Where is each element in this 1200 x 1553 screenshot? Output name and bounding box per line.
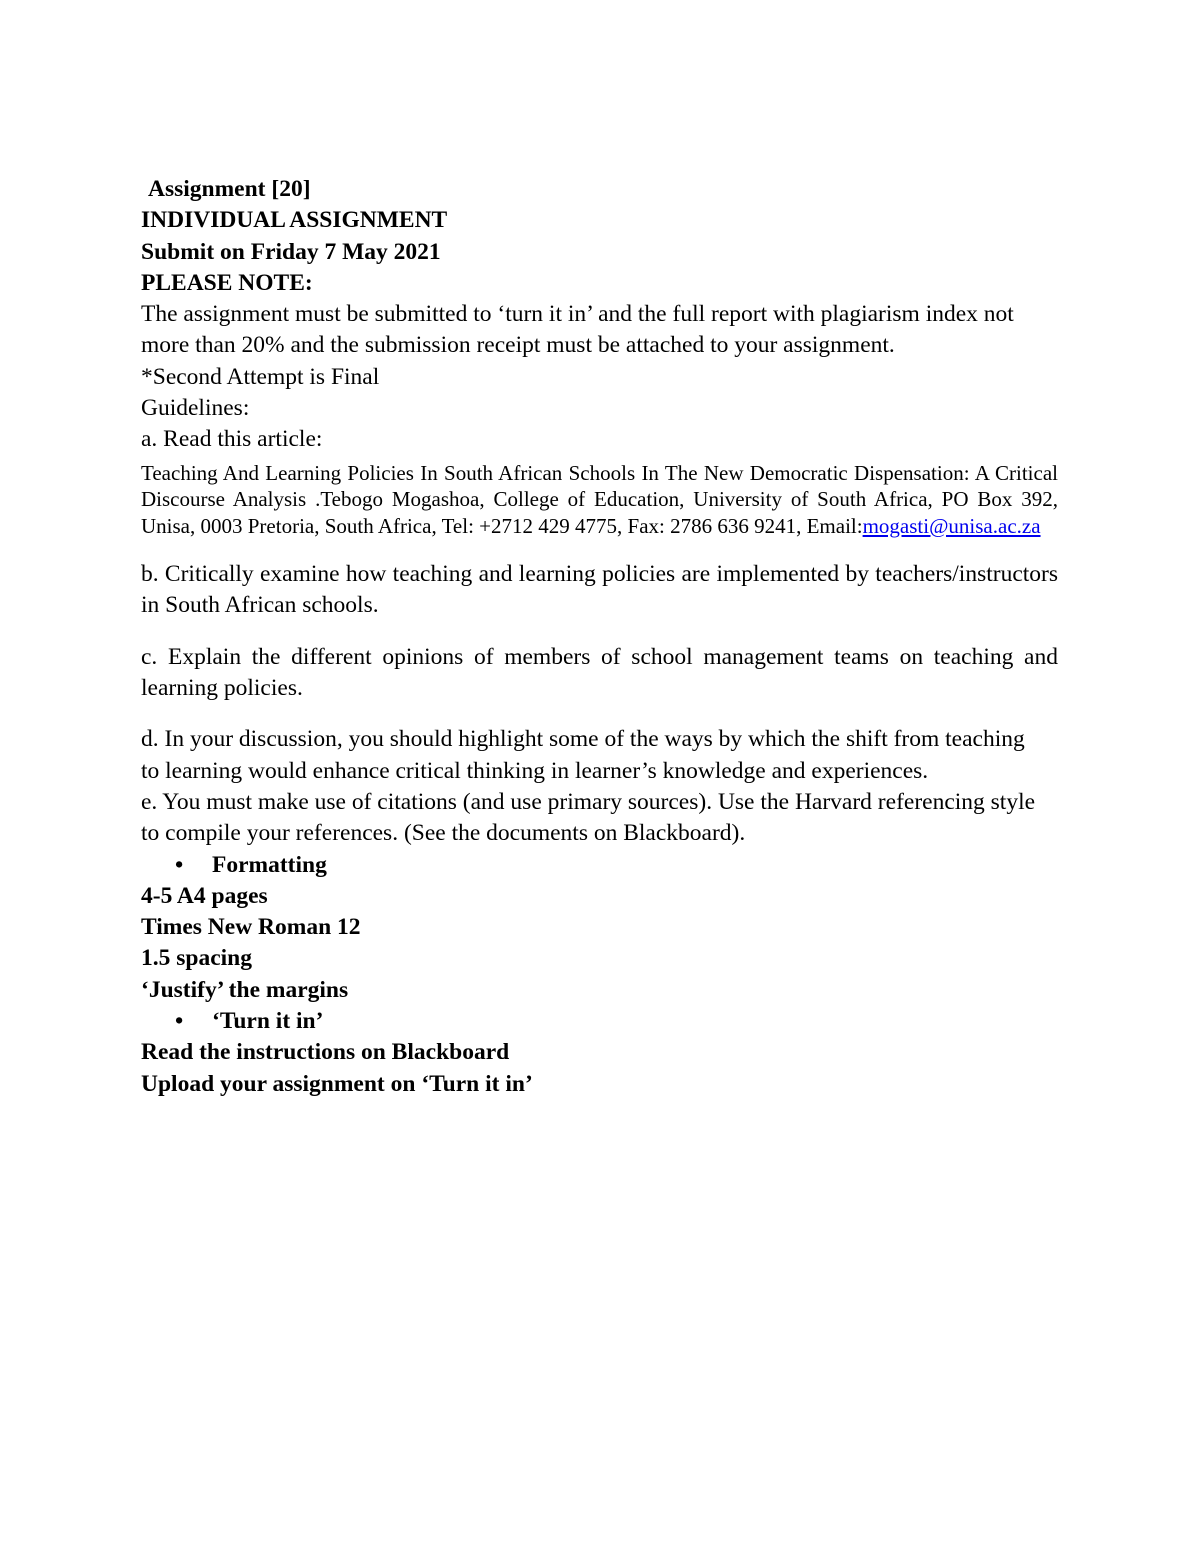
bullet-icon: • <box>175 1008 184 1035</box>
formatting-item: 4-5 A4 pages <box>141 882 268 909</box>
article-email-link[interactable]: mogasti@unisa.ac.za <box>862 513 1041 538</box>
formatting-bullet <box>141 850 1058 881</box>
turnitin-bullet <box>141 1006 1058 1037</box>
assignment-type: INDIVIDUAL ASSIGNMENT <box>141 207 448 234</box>
formatting-item: Times New Roman 12 <box>141 914 361 941</box>
document-page <box>141 174 1058 1100</box>
note-text: The assignment must be submitted to ‘turn it in’ and the full report with plagiarism index not more than 20% and the submission receipt must be attached to your assignment. <box>141 301 1014 359</box>
guideline-b: b. Critically examine how teaching and learning policies are implemented by teachers/instructors in South African schools. <box>141 561 1058 619</box>
bullet-icon: • <box>175 851 184 878</box>
formatting-item: ‘Justify’ the margins <box>141 976 349 1003</box>
submission-date: Submit on Friday 7 May 2021 <box>141 238 441 265</box>
guideline-a: a. Read this article: <box>141 426 323 453</box>
article-reference <box>141 460 1058 540</box>
turnitin-item: Upload your assignment on ‘Turn it in’ <box>141 1070 533 1097</box>
note-heading: PLEASE NOTE: <box>141 269 313 296</box>
guideline-e: e. You must make use of citations (and use primary sources). Use the Harvard referencing style to compile your references. (See the documents on Blackboard). <box>141 788 1036 847</box>
turnitin-heading: ‘Turn it in’ <box>212 1008 324 1035</box>
article-citation: Teaching And Learning Policies In South African Schools In The New Democratic Dispensation: A Critical Discourse Analysis .Tebogo Mogashoa, College of Education, University of South Africa, PO Box 392, Unisa, 0003 Pretoria, South Africa, Tel: +2712 429 4775, Fax: 2786 636 9241, Email: <box>141 460 1058 538</box>
turnitin-item: Read the instructions on Blackboard <box>141 1039 510 1066</box>
guidelines-heading: Guidelines: <box>141 395 250 422</box>
formatting-item: 1.5 spacing <box>141 945 252 972</box>
guideline-d: d. In your discussion, you should highlight some of the ways by which the shift from teaching to learning would enhance critical thinking in learner’s knowledge and experiences. <box>141 726 1025 784</box>
second-attempt-note: *Second Attempt is Final <box>141 363 380 390</box>
assignment-title: Assignment [20] <box>148 176 311 202</box>
formatting-heading: Formatting <box>212 851 327 878</box>
guideline-c: c. Explain the different opinions of members of school management teams on teaching and learning policies. <box>141 643 1058 702</box>
